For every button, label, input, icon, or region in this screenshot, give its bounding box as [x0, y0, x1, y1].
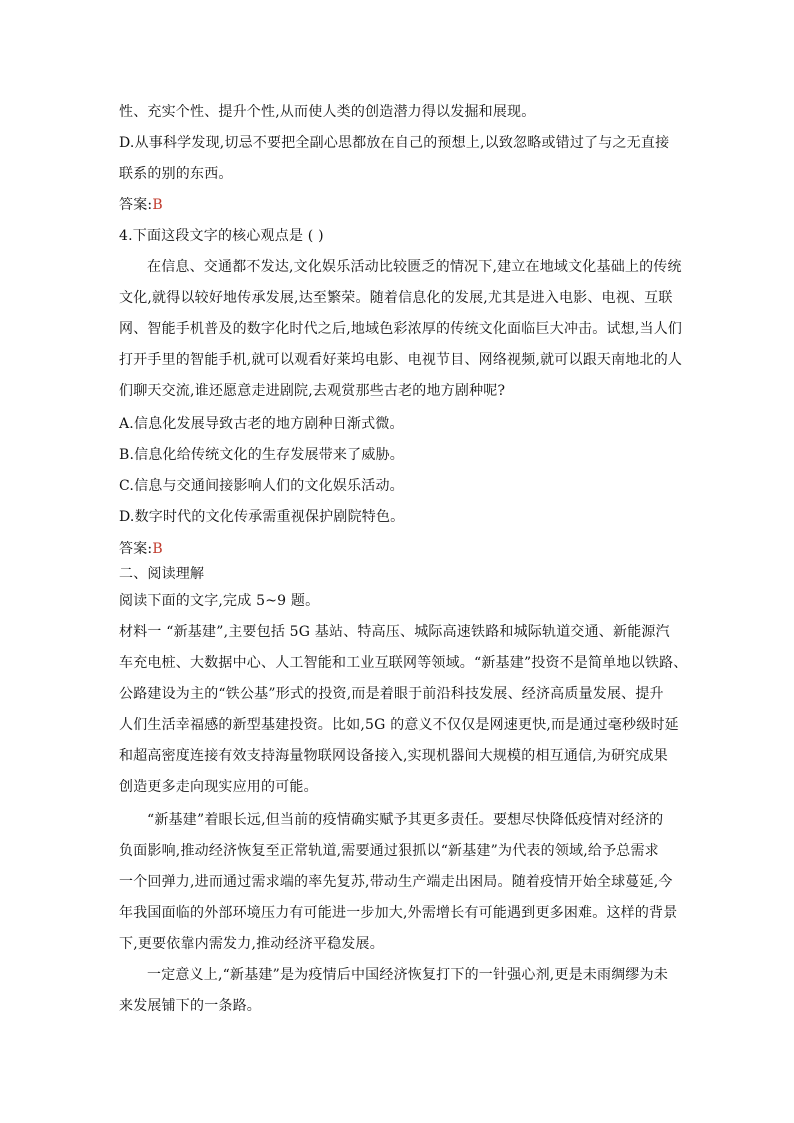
- answer-value: B: [152, 197, 163, 213]
- paragraph-line: 下,更要依靠内需发力,推动经济平稳发展。: [119, 936, 384, 952]
- q4-passage-line: 打开手里的智能手机,就可以观看好莱坞电影、电视节目、网络视频,就可以跟天南地北的人: [119, 352, 683, 368]
- q4-passage-line: 网、智能手机普及的数字化时代之后,地域色彩浓厚的传统文化面临巨大冲击。试想,当人们: [119, 321, 683, 337]
- material-line: 车充电桩、大数据中心、人工智能和工业互联网等领域。“新基建”投资不是简单地以铁路、: [119, 655, 688, 671]
- q4-passage-line: 在信息、交通都不发达,文化娱乐活动比较匮乏的情况下,建立在地域文化基础上的传统: [147, 259, 682, 275]
- q4-passage-line: 文化,就得以较好地传承发展,达至繁荣。随着信息化的发展,尤其是进入电影、电视、互联: [119, 290, 673, 306]
- paragraph-line: 一定意义上,“新基建”是为疫情后中国经济恢复打下的一针强心剂,更是未雨绸缪为未: [147, 967, 669, 983]
- paragraph-line: 一个回弹力,进而通过需求端的率先复苏,带动生产端走出困局。随着疫情开始全球蔓延,今: [119, 874, 673, 890]
- paragraph-line: 来发展铺下的一条路。: [119, 998, 261, 1014]
- answer-label: 答案:: [119, 197, 153, 213]
- q3-option-d-line1: D.从事科学发现,切忌不要把全副心思都放在自己的预想上,以致忽略或错过了与之无直接: [119, 135, 670, 151]
- paragraph-line: “新基建”着眼长远,但当前的疫情确实赋予其更多责任。要想尽快降低疫情对经济的: [147, 812, 664, 828]
- q4-option-c: C.信息与交通间接影响人们的文化娱乐活动。: [119, 478, 404, 494]
- material-line: 公路建设为主的“铁公基”形式的投资,而是着眼于前沿科技发展、经济高质量发展、提升: [119, 686, 664, 702]
- material-line: 创造更多走向现实应用的可能。: [119, 779, 318, 795]
- q4-answer: [119, 541, 163, 557]
- q4-option-b: B.信息化给传统文化的生存发展带来了威胁。: [119, 447, 404, 463]
- section-heading: 二、阅读理解: [119, 566, 205, 582]
- q3-option-d-line2: 联系的别的东西。: [119, 166, 233, 182]
- material-line: 人们生活幸福感的新型基建投资。比如,5G 的意义不仅仅是网速更快,而是通过毫秒级时延: [119, 717, 679, 733]
- q3-answer: [119, 197, 163, 213]
- answer-label: 答案:: [119, 541, 153, 557]
- section-instruction: 阅读下面的文字,完成 5~9 题。: [119, 593, 320, 609]
- paragraph-line: 年我国面临的外部环境压力有可能进一步加大,外需增长有可能遇到更多困难。这样的背景: [119, 905, 678, 921]
- q4-option-a: A.信息化发展导致古老的地方剧种日渐式微。: [119, 416, 404, 432]
- q3-option-c-tail: 性、充实个性、提升个性,从而使人类的创造潜力得以发掘和展现。: [119, 104, 536, 120]
- q4-option-d: D.数字时代的文化传承需重视保护剧院特色。: [119, 509, 405, 525]
- paragraph-line: 负面影响,推动经济恢复至正常轨道,需要通过狠抓以“新基建”为代表的领域,给予总需求: [119, 843, 659, 859]
- q4-stem: 4.下面这段文字的核心观点是 ( ): [119, 228, 324, 244]
- q4-passage-line: 们聊天交流,谁还愿意走进剧院,去观赏那些古老的地方剧种呢?: [119, 383, 506, 399]
- answer-value: B: [152, 541, 163, 557]
- material-line: 材料一 “新基建”,主要包括 5G 基站、特高压、城际高速铁路和城际轨道交通、新能源汽: [119, 624, 670, 640]
- material-line: 和超高密度连接有效支持海量物联网设备接入,实现机器间大规模的相互通信,为研究成果: [119, 748, 668, 764]
